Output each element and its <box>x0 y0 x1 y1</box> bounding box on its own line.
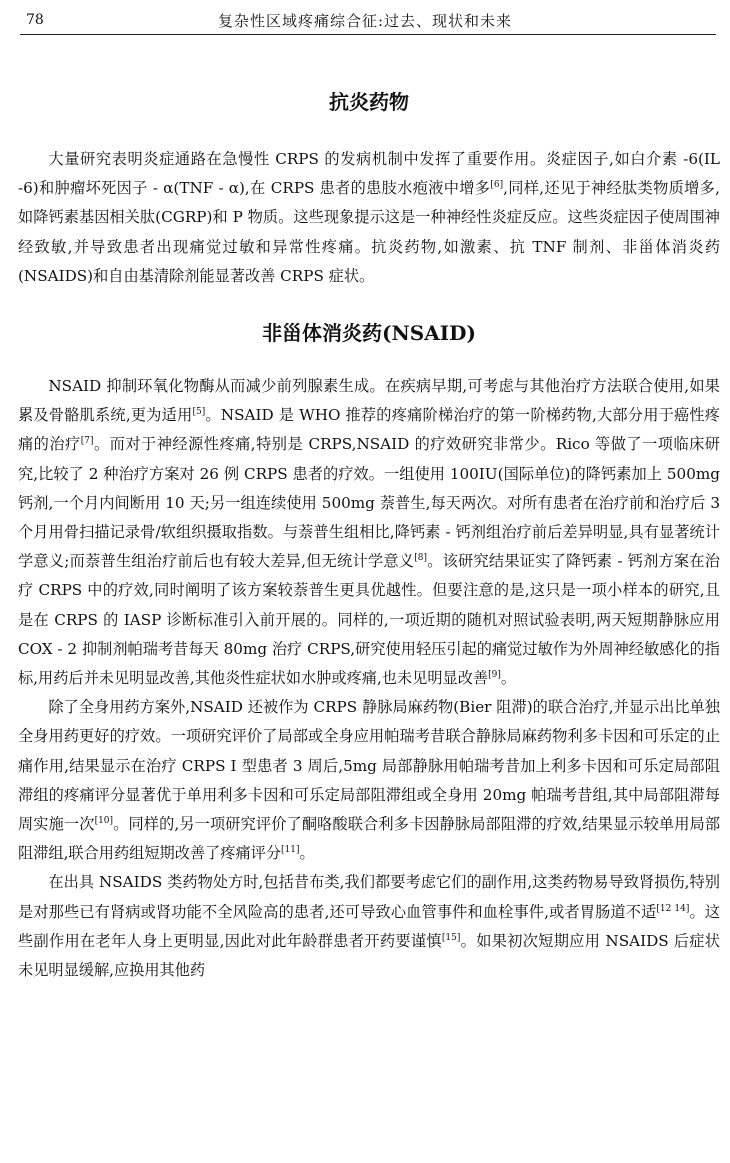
text-run: 。这些副作用在老年人身上更明显,因此对此年龄群患者开药要谨慎 <box>18 902 721 950</box>
citation: [15] <box>441 932 461 943</box>
text-run: ,同样,还见于神经肽类物质增多,如降钙素基因相关肽(CGRP)和 P 物质。这些现象提示这是一种神经性炎症反应。这些炎症因子使周围神经致敏,并导致患者出现痛觉过敏和异常性疼痛。抗炎药物,如激素、抗 TNF 制剂、非甾体消炎药(NSAIDS)和自由基清除剂能显著改善 CRPS 症状。 <box>18 179 720 285</box>
text-run: 大量研究表明炎症通路在急慢性 CRPS 的发病机制中发挥了重要作用。炎症因子,如白介素 -6(IL -6)和肿瘤坏死因子 - α(TNF - α),在 CRPS 患者的患肢水疱液中增多 <box>18 150 720 198</box>
text-run: 。 <box>299 844 315 863</box>
paragraph <box>18 372 720 693</box>
citation: [9] <box>488 670 501 681</box>
text-run: 。NSAID 是 WHO 推荐的疼痛阶梯治疗的第一阶梯药物,大部分用于癌性疼痛的治疗 <box>18 406 720 454</box>
paragraph <box>18 693 720 868</box>
citation: [11] <box>281 845 300 856</box>
citation: [5] <box>192 407 206 418</box>
text-run: 。同样的,另一项研究评价了酮咯酸联合利多卡因静脉局部阻滞的疗效,结果显示较单用局部阻滞组,联合用药组短期改善了疼痛评分 <box>18 815 721 863</box>
text-run: 在出具 NSAIDS 类药物处方时,包括昔布类,我们都要考虑它们的副作用,这类药物易导致肾损伤,特别是对那些已有肾病或肾功能不全风险高的患者,还可导致心血管事件和血栓事件,或者胃肠道不适 <box>18 873 720 921</box>
section-heading-nsaid: 非甾体消炎药(NSAID) <box>262 321 476 346</box>
page-header <box>0 0 730 38</box>
page-body <box>18 80 720 985</box>
text-run: 。 <box>500 669 517 688</box>
citation: [10] <box>94 816 114 827</box>
text-run: NSAID 抑制环氧化物酶从而减少前列腺素生成。在疾病早期,可考虑与其他治疗方法联合使用,如果累及骨骼肌系统,更为适用 <box>18 377 720 425</box>
text-run: 。如果初次短期应用 NSAIDS 后症状未见明显缓解,应换用其他药 <box>18 931 720 980</box>
page-number: 78 <box>26 12 44 28</box>
header-rule <box>20 34 716 35</box>
citation: [6] <box>490 180 504 191</box>
text-run: 。该研究结果证实了降钙素 - 钙剂方案在治疗 CRPS 中的疗效,同时阐明了该方案较萘普生更具优越性。但要注意的是,这只是一项小样本的研究,且是在 CRPS 的 IASP 诊断标准引入前开展的。同样的,一项近期的随机对照试验表明,两天短期静脉应用 COX - 2 抑制剂帕瑞考昔每天 80mg 治疗 CRPS,研究使用轻压引起的痛觉过敏作为外周神经敏感化的指标,用药后并未见明显改善,其他炎性症状如水肿或疼痛,也未见明显改善 <box>18 552 720 688</box>
running-title: 复杂性区域疼痛综合征:过去、现状和未来 <box>217 12 513 30</box>
paragraph <box>18 868 720 985</box>
citation: [12 14] <box>656 903 690 914</box>
section-heading-anti-inflammatory: 抗炎药物 <box>329 90 409 114</box>
paragraph <box>18 145 720 291</box>
text-run: 除了全身用药方案外,NSAID 还被作为 CRPS 静脉局麻药物(Bier 阻滞)的联合治疗,并显示出比单独全身用药更好的疗效。一项研究评价了局部或全身应用帕瑞考昔联合静脉局麻药物利多卡因和可乐定的止痛作用,结果显示在治疗 CRPS Ⅰ 型患者 3 周后,5mg 局部静脉用帕瑞考昔加上利多卡因和可乐定局部阻滞组的疼痛评分显著优于单用利多卡因和可乐定局部阻滞组或全身用 20mg 帕瑞考昔组,其中局部阻滞每周实施一次 <box>18 698 720 834</box>
text-run: 。而对于神经源性疼痛,特别是 CRPS,NSAID 的疗效研究非常少。Rico 等做了一项临床研究,比较了 2 种治疗方案对 26 例 CRPS 患者的疗效。一组使用 100IU(国际单位)的降钙素加上 500mg 钙剂,一个月内间断用 10 天;另一组连续使用 500mg 萘普生,每天两次。对所有患者在治疗前和治疗后 3 个月用骨扫描记录骨/软组织摄取指数。与萘普生组相比,降钙素 - 钙剂组治疗前后差异明显,具有显著统计学意义;而萘普生组治疗前后也有较大差异,但无统计学意义 <box>18 435 720 571</box>
citation: [8] <box>414 553 427 564</box>
citation: [7] <box>80 436 94 447</box>
